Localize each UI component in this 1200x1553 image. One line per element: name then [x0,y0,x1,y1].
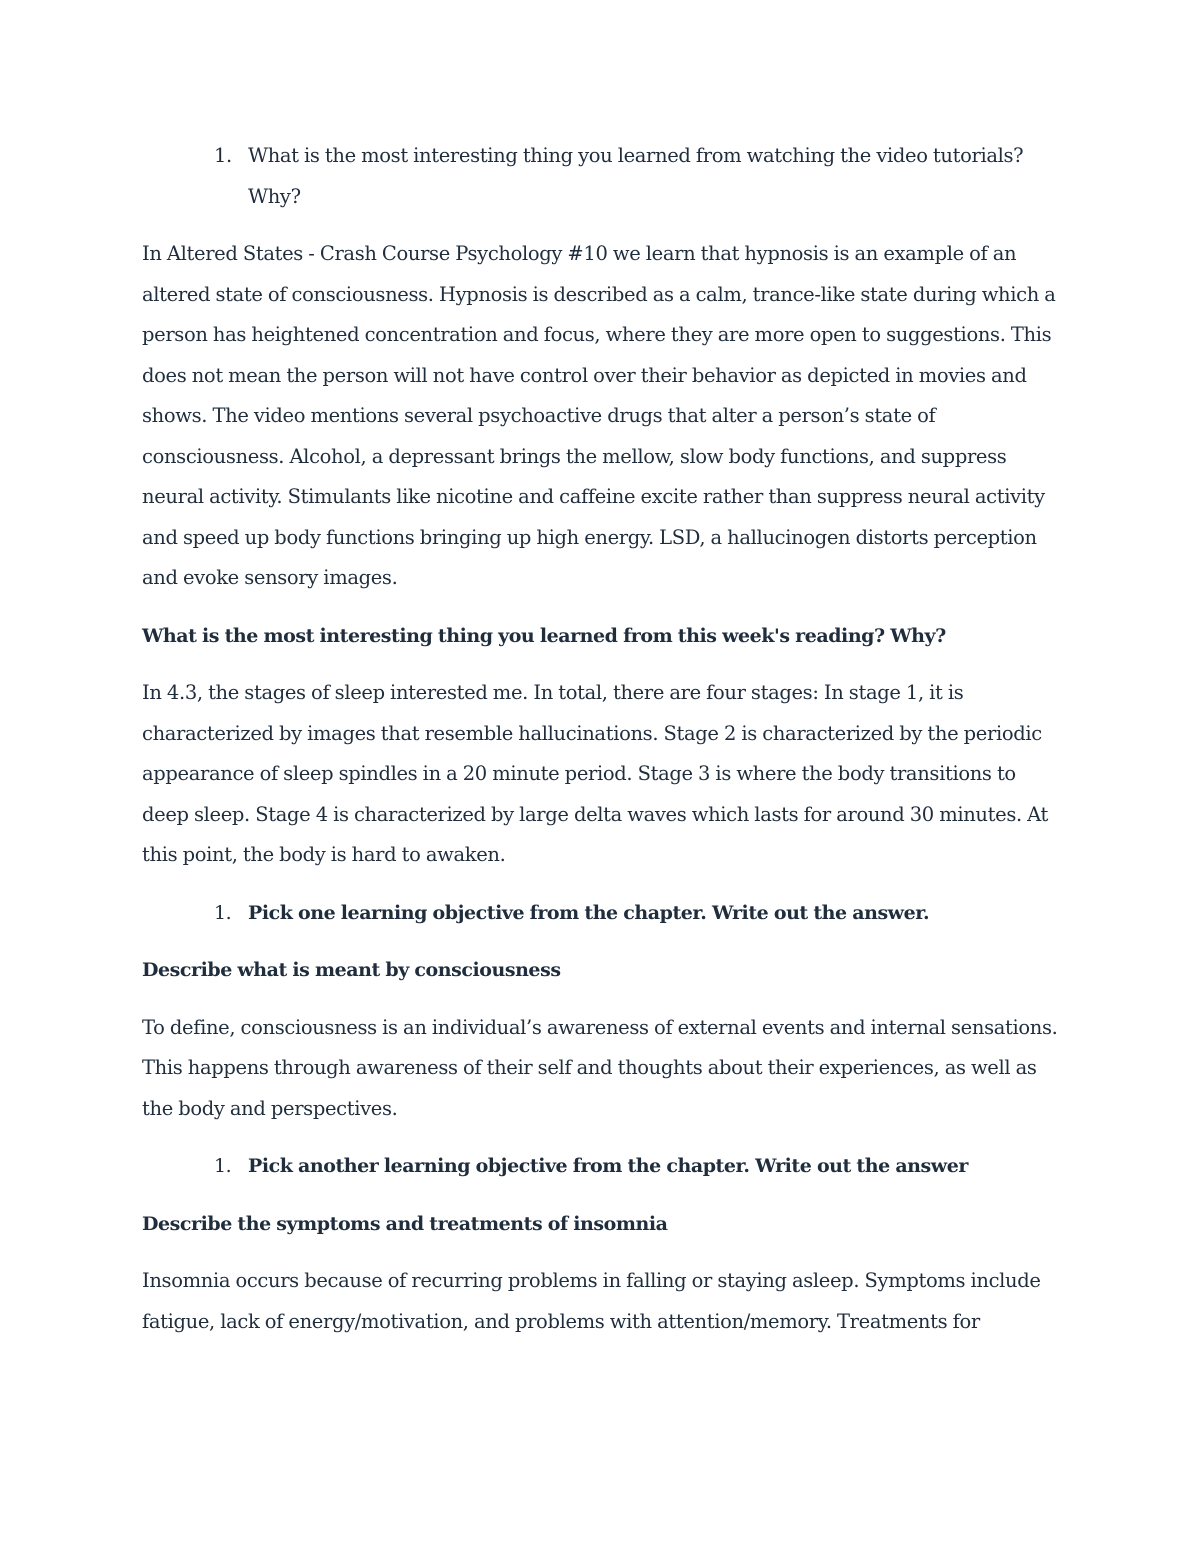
answer-weekly-reading: In 4.3, the stages of sleep interested me. In total, there are four stages: In stage 1, it is characterized by images that resemble hallucinations. Stage 2 is characterized by the periodic appearance of sleep spindles in a 20 minute period. Stage 3 is where the body transitions to deep sleep. Stage 4 is characterized by large delta waves which lasts for around 30 minutes. At this point, the body is hard to awaken. [142,681,1049,866]
question-video-tutorials [142,136,1062,217]
question-weekly-reading: What is the most interesting thing you learned from this week's reading? Why? [142,624,946,647]
list-number: 1. [214,1155,232,1177]
objective-consciousness-heading: Describe what is meant by consciousness [142,959,561,981]
list-number: 1. [214,901,232,924]
question-text: Pick one learning objective from the chapter. Write out the answer. [248,901,930,924]
document-page [142,136,1062,1359]
question-learning-objective-two [142,1146,1062,1187]
question-learning-objective-one [142,893,1062,934]
question-text: What is the most interesting thing you learned from watching the video tutorials? Why? [248,144,1024,208]
list-number: 1. [214,144,232,167]
question-text: Pick another learning objective from the chapter. Write out the answer [248,1155,968,1177]
answer-insomnia: Insomnia occurs because of recurring problems in falling or staying asleep. Symptoms include fatigue, lack of energy/motivation, and problems with attention/memory. Treatments for [142,1269,1041,1333]
answer-video-tutorials: In Altered States - Crash Course Psychology #10 we learn that hypnosis is an example of an altered state of consciousness. Hypnosis is described as a calm, trance-like state during which a person has heightened concentration and focus, where they are more open to suggestions. This does not mean the person will not have control over their behavior as depicted in movies and shows. The video mentions several psychoactive drugs that alter a person’s state of consciousness. Alcohol, a depressant brings the mellow, slow body functions, and suppress neural activity. Stimulants like nicotine and caffeine excite rather than suppress neural activity and speed up body functions bringing up high energy. LSD, a hallucinogen distorts perception and evoke sensory images. [142,242,1056,589]
objective-insomnia-heading: Describe the symptoms and treatments of insomnia [142,1212,668,1235]
answer-consciousness: To define, consciousness is an individual’s awareness of external events and internal sensations. This happens through awareness of their self and thoughts about their experiences, as well as the body and perspectives. [142,1015,1058,1120]
